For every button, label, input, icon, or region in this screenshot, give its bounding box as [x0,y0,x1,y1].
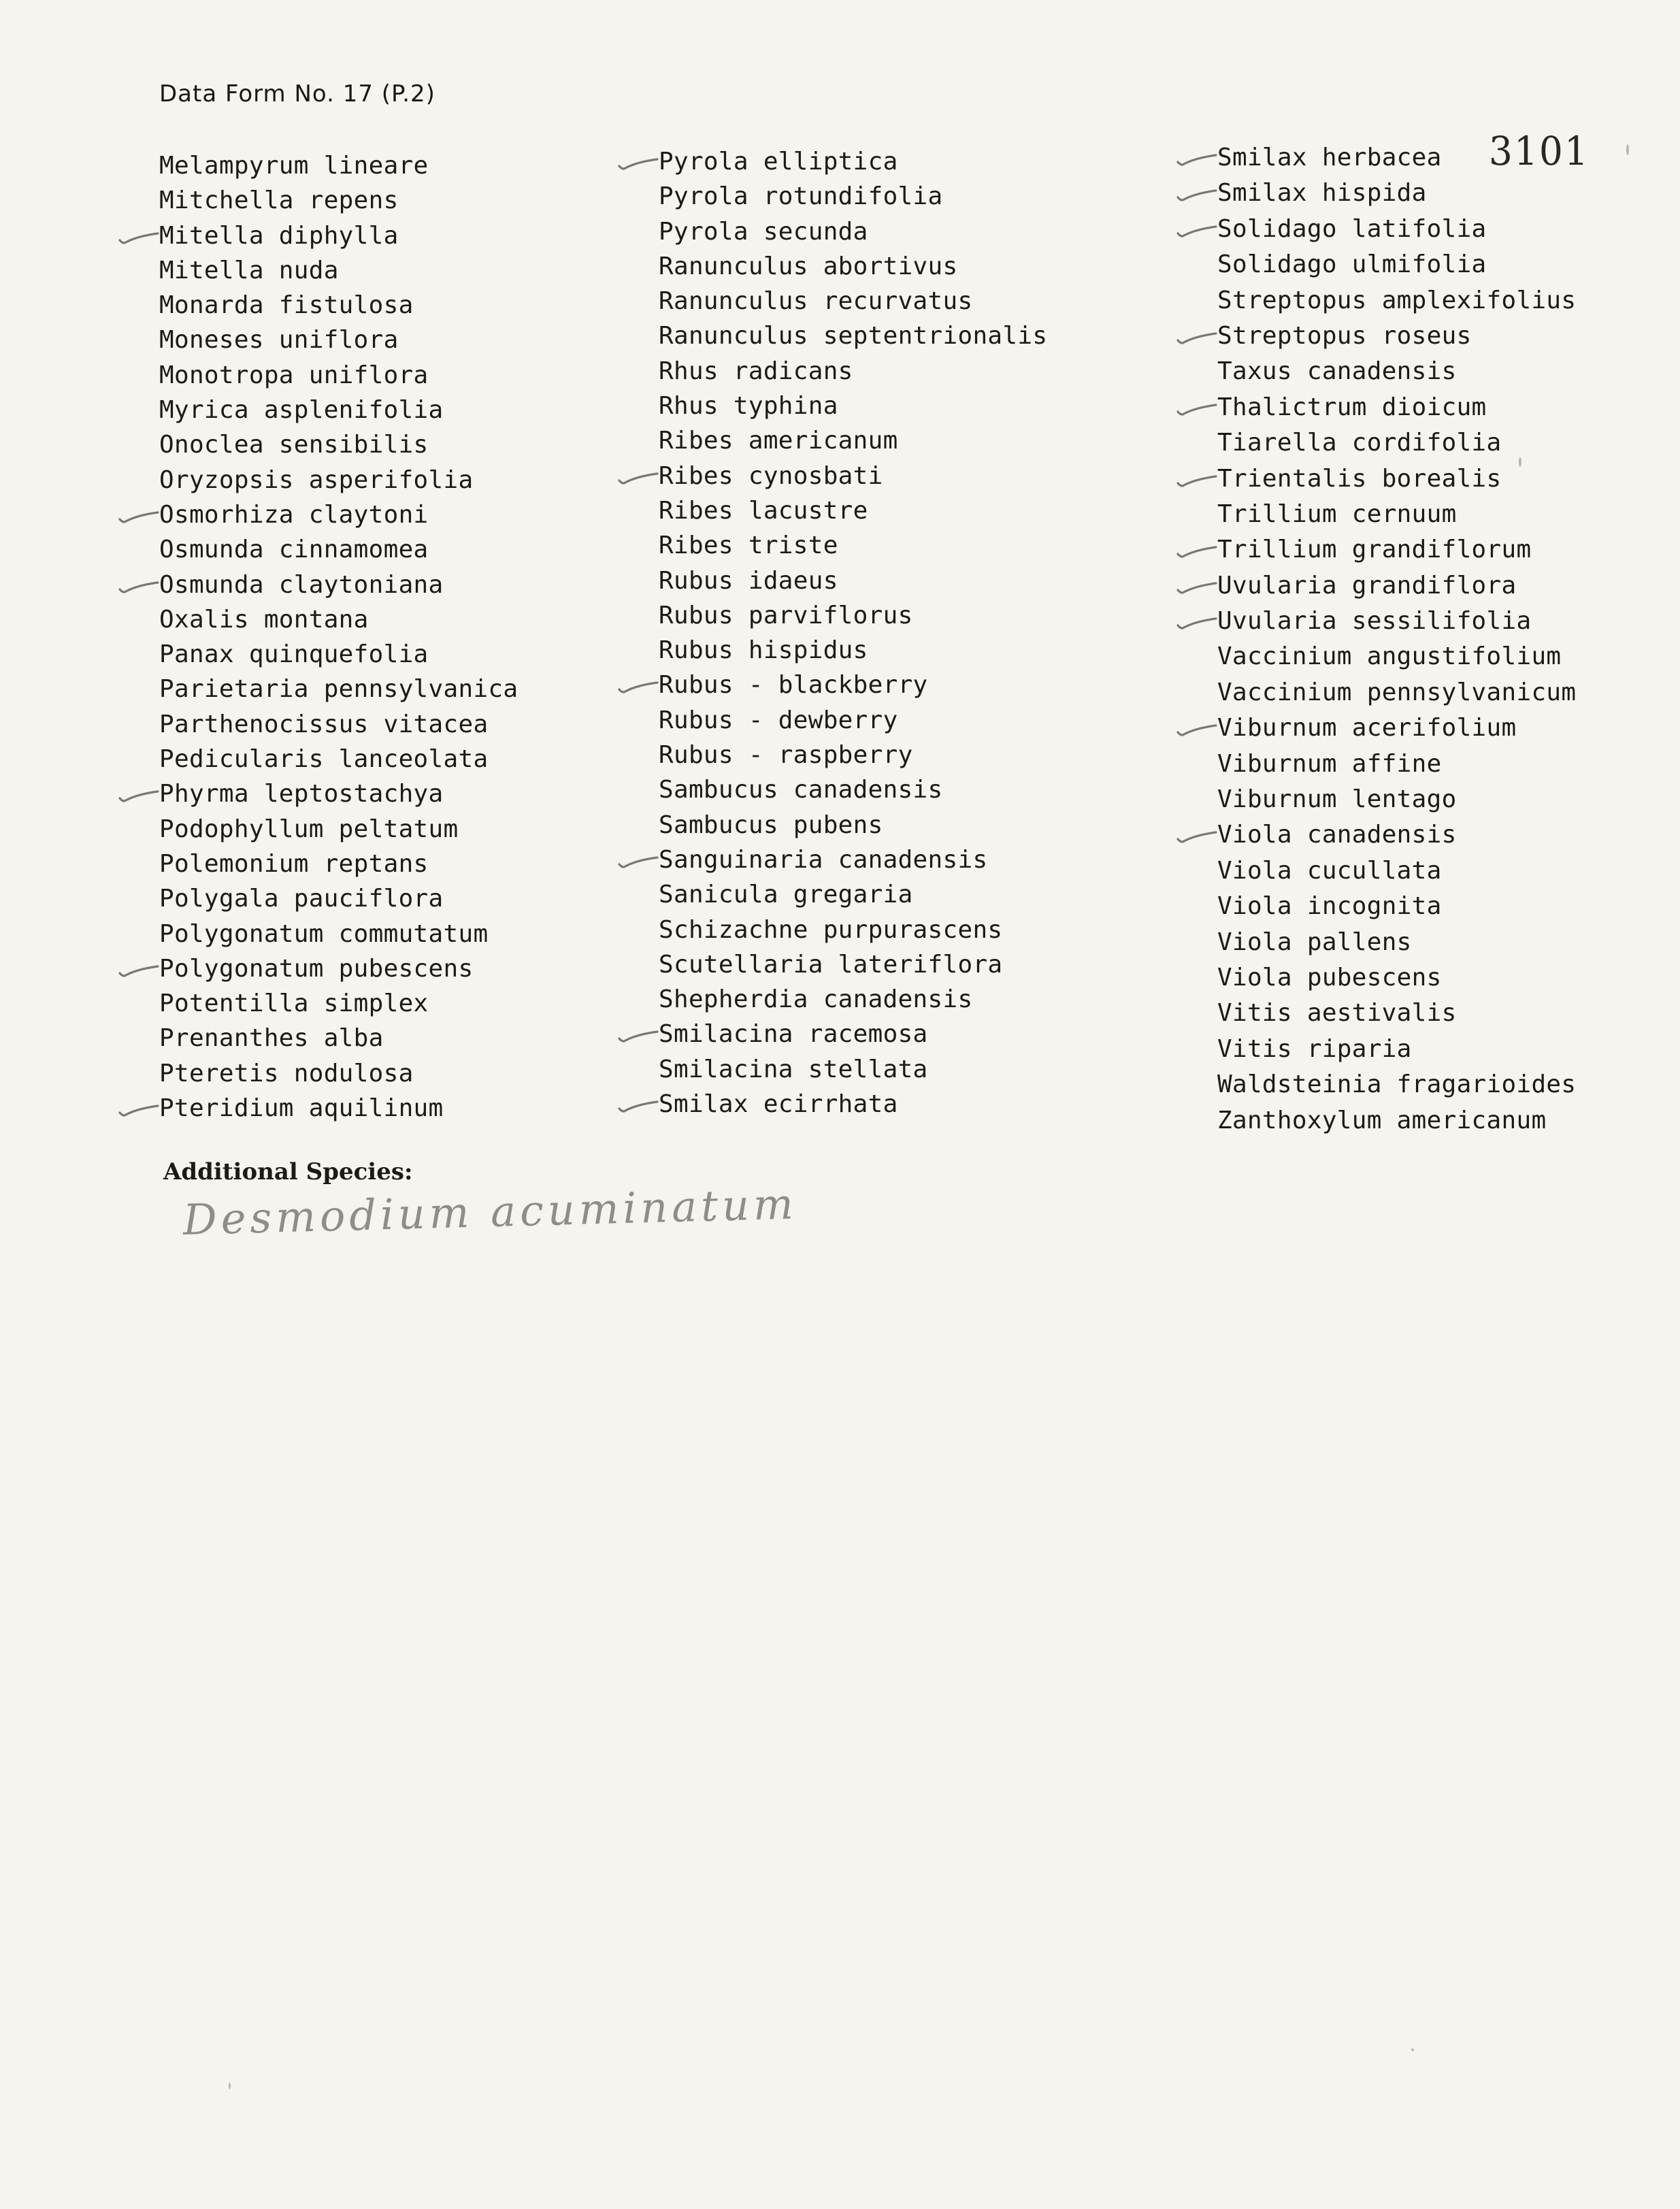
species-name: Polygala pauciflora [159,885,444,913]
species-name: Zanthoxylum americanum [1217,1106,1547,1134]
species-name: Schizachne purpurascens [659,915,1003,944]
species-entry [159,323,518,357]
species-entry [659,284,1047,318]
species-name: Potentilla simplex [159,989,429,1018]
species-name: Myrica asplenifolia [159,396,444,425]
pencil-check-mark [1175,538,1219,562]
species-name: Pyrola elliptica [659,148,898,176]
species-name: Oryzopsis asperifolia [159,465,474,494]
pencil-check-mark [1175,181,1219,206]
species-name: Uvularia grandiflora [1217,571,1517,600]
handwritten-additional-species: Desmodium acuminatum [182,1179,798,1245]
species-entry [159,672,518,706]
species-name: Viola cucullata [1217,856,1442,885]
species-name: Rubus hispidus [659,636,868,665]
species-entry [159,1056,518,1091]
species-column-3 [1217,140,1576,1139]
species-entry [1217,747,1576,782]
species-entry [1217,247,1576,282]
paper-speck [1519,457,1521,467]
species-name: Trillium grandiflorum [1217,536,1532,564]
species-entry [659,1052,1047,1087]
species-entry [159,742,518,776]
species-entry [1217,497,1576,532]
species-entry [659,179,1047,214]
pencil-check-mark [1175,823,1219,847]
species-name: Parthenocissus vitacea [159,710,489,738]
species-name: Viburnum acerifolium [1217,714,1517,742]
species-name: Smilacina racemosa [659,1020,928,1049]
species-name: Polemonium reptans [159,849,429,878]
species-name: Rubus idaeus [659,566,838,595]
species-name: Pteretis nodulosa [159,1059,414,1087]
species-name: Ribes cynosbati [659,461,883,490]
species-entry [159,1091,518,1126]
species-name: Sanguinaria canadensis [659,845,988,874]
species-name: Shepherdia canadensis [659,985,973,1014]
pencil-check-mark [1175,217,1219,242]
species-name: Ranunculus septentrionalis [659,322,1048,350]
pencil-check-mark [117,1096,161,1121]
pencil-check-mark [117,573,161,598]
pencil-check-mark [117,224,161,248]
species-name: Pyrola rotundifolia [659,182,943,211]
species-entry [659,493,1047,528]
species-entry [659,459,1047,493]
species-entry [659,668,1047,702]
species-entry [659,772,1047,807]
species-column-2 [659,144,1047,1122]
species-entry [159,1021,518,1056]
species-entry [159,358,518,393]
species-entry [1217,710,1576,746]
species-name: Ranunculus abortivus [659,252,958,280]
species-entry [659,947,1047,982]
species-entry [659,354,1047,389]
species-entry [659,1087,1047,1122]
species-entry [1217,889,1576,924]
species-entry [159,427,518,462]
species-entry [159,707,518,742]
species-entry [159,637,518,672]
species-name: Solidago ulmifolia [1217,250,1487,279]
species-entry [1217,1067,1576,1102]
paper-speck [229,2082,231,2089]
species-name: Solidago latifolia [1217,214,1487,243]
species-entry [1217,532,1576,568]
species-entry [1217,604,1576,639]
species-entry [659,842,1047,877]
species-name: Thalictrum dioicum [1217,393,1487,421]
species-entry [1217,390,1576,425]
species-entry [159,812,518,847]
species-name: Polygonatum commutatum [159,919,489,948]
species-name: Pteridium aquilinum [159,1094,444,1123]
pencil-check-mark [1175,395,1219,420]
species-name: Ranunculus recurvatus [659,287,973,316]
species-name: Viola canadensis [1217,821,1457,849]
species-entry [659,633,1047,668]
species-entry [659,703,1047,738]
species-name: Moneses uniflora [159,326,399,355]
species-name: Viburnum lentago [1217,785,1457,814]
species-entry [159,463,518,497]
species-entry [659,877,1047,912]
species-name: Mitella diphylla [159,221,399,250]
species-name: Monarda fistulosa [159,291,414,320]
species-name: Rubus parviflorus [659,601,913,629]
pencil-check-mark [616,464,660,489]
species-name: Ribes americanum [659,427,898,455]
species-name: Mitella nuda [159,256,339,284]
species-name: Streptopus amplexifolius [1217,286,1577,314]
species-name: Ribes triste [659,531,838,560]
species-name: Tiarella cordifolia [1217,429,1502,457]
species-entry [159,532,518,567]
species-entry [659,144,1047,179]
species-column-1 [159,148,518,1126]
pencil-check-mark [616,1022,660,1047]
pencil-check-mark [1175,716,1219,740]
species-name: Rubus - raspberry [659,741,913,770]
species-name: Oxalis montana [159,605,369,634]
species-name: Osmunda cinnamomea [159,536,429,564]
pencil-check-mark [117,503,161,527]
species-entry [659,389,1047,423]
species-entry [659,1017,1047,1051]
species-entry [159,568,518,602]
sheet-number: 3101 [1489,128,1590,174]
species-entry [659,528,1047,563]
species-entry [659,563,1047,598]
species-entry [659,982,1047,1017]
species-entry [659,318,1047,353]
pencil-check-mark [117,957,161,981]
species-name: Vitis riparia [1217,1034,1412,1063]
species-entry [159,847,518,881]
species-entry [659,214,1047,249]
species-entry [159,497,518,532]
species-entry [1217,425,1576,461]
species-entry [1217,318,1576,354]
species-entry [1217,176,1576,211]
species-entry [159,917,518,951]
species-name: Taxus canadensis [1217,357,1457,386]
species-entry [1217,354,1576,389]
species-entry [1217,461,1576,497]
species-name: Smilacina stellata [659,1055,928,1083]
paper-speck [1411,2048,1414,2051]
species-name: Phyrma leptostachya [159,780,444,808]
species-entry [1217,782,1576,817]
species-name: Viola pubescens [1217,963,1442,992]
species-name: Mitchella repens [159,186,399,215]
species-name: Rhus radicans [659,357,853,385]
species-entry [1217,212,1576,247]
species-name: Vaccinium angustifolium [1217,642,1562,671]
species-name: Osmorhiza claytoni [159,500,429,529]
species-name: Sanicula gregaria [659,881,913,909]
pencil-check-mark [1175,146,1219,170]
form-title: Data Form No. 17 (P.2) [159,80,435,108]
species-name: Osmunda claytoniana [159,570,444,599]
species-name: Podophyllum peltatum [159,815,459,843]
species-name: Trillium cernuum [1217,500,1457,528]
species-name: Smilax ecirrhata [659,1090,898,1119]
species-name: Pyrola secunda [659,217,868,246]
species-name: Viburnum affine [1217,749,1442,778]
pencil-check-mark [616,848,660,872]
species-entry [659,913,1047,947]
species-entry [159,288,518,323]
species-name: Smilax herbacea [1217,144,1442,171]
species-name: Rubus - blackberry [659,671,928,700]
pencil-check-mark [616,1092,660,1117]
species-entry [1217,639,1576,674]
species-entry [659,423,1047,458]
species-entry [159,148,518,183]
species-name: Sambucus pubens [659,811,883,839]
species-entry [659,808,1047,842]
species-name: Vitis aestivalis [1217,999,1457,1028]
species-entry [659,598,1047,633]
species-entry [1217,817,1576,853]
pencil-check-mark [1175,324,1219,348]
species-name: Rubus - dewberry [659,706,898,734]
species-name: Scutellaria lateriflora [659,950,1003,979]
additional-species-label: Additional Species: [163,1158,413,1185]
pencil-check-mark [1175,609,1219,634]
paper-speck [1626,144,1629,155]
species-entry [659,738,1047,772]
species-entry [159,951,518,986]
pencil-check-mark [616,150,660,174]
species-entry [1217,925,1576,960]
species-name: Vaccinium pennsylvanicum [1217,678,1577,706]
species-entry [159,986,518,1021]
species-entry [159,218,518,253]
species-entry [1217,675,1576,710]
species-entry [1217,853,1576,889]
species-name: Melampyrum lineare [159,152,429,180]
species-entry [1217,1032,1576,1067]
species-name: Rhus typhina [659,392,838,421]
species-name: Trientalis borealis [1217,464,1502,493]
species-name: Parietaria pennsylvanica [159,675,518,704]
species-name: Uvularia sessilifolia [1217,607,1532,636]
species-entry [159,393,518,427]
species-name: Panax quinquefolia [159,640,429,669]
species-name: Waldsteinia fragarioides [1217,1070,1577,1099]
species-name: Prenanthes alba [159,1024,384,1053]
species-entry [1217,283,1576,318]
species-name: Streptopus roseus [1217,321,1472,350]
pencil-check-mark [117,782,161,806]
species-entry [1217,1103,1576,1139]
species-name: Viola incognita [1217,892,1442,921]
species-entry [659,249,1047,284]
pencil-check-mark [1175,574,1219,598]
species-entry [1217,568,1576,604]
species-name: Onoclea sensibilis [159,431,429,459]
species-entry [1217,140,1576,176]
species-name: Sambucus canadensis [659,776,943,804]
species-entry [1217,960,1576,996]
species-name: Viola pallens [1217,928,1412,956]
species-entry [159,183,518,218]
species-entry [1217,996,1576,1031]
species-entry [159,253,518,288]
species-entry [159,602,518,637]
species-name: Pedicularis lanceolata [159,745,489,774]
species-entry [159,776,518,811]
pencil-check-mark [616,673,660,698]
species-entry [159,881,518,916]
species-name: Smilax hispida [1217,179,1427,208]
species-name: Monotropa uniflora [159,361,429,389]
pencil-check-mark [1175,467,1219,491]
species-name: Ribes lacustre [659,496,868,525]
species-name: Polygonatum pubescens [159,954,474,983]
